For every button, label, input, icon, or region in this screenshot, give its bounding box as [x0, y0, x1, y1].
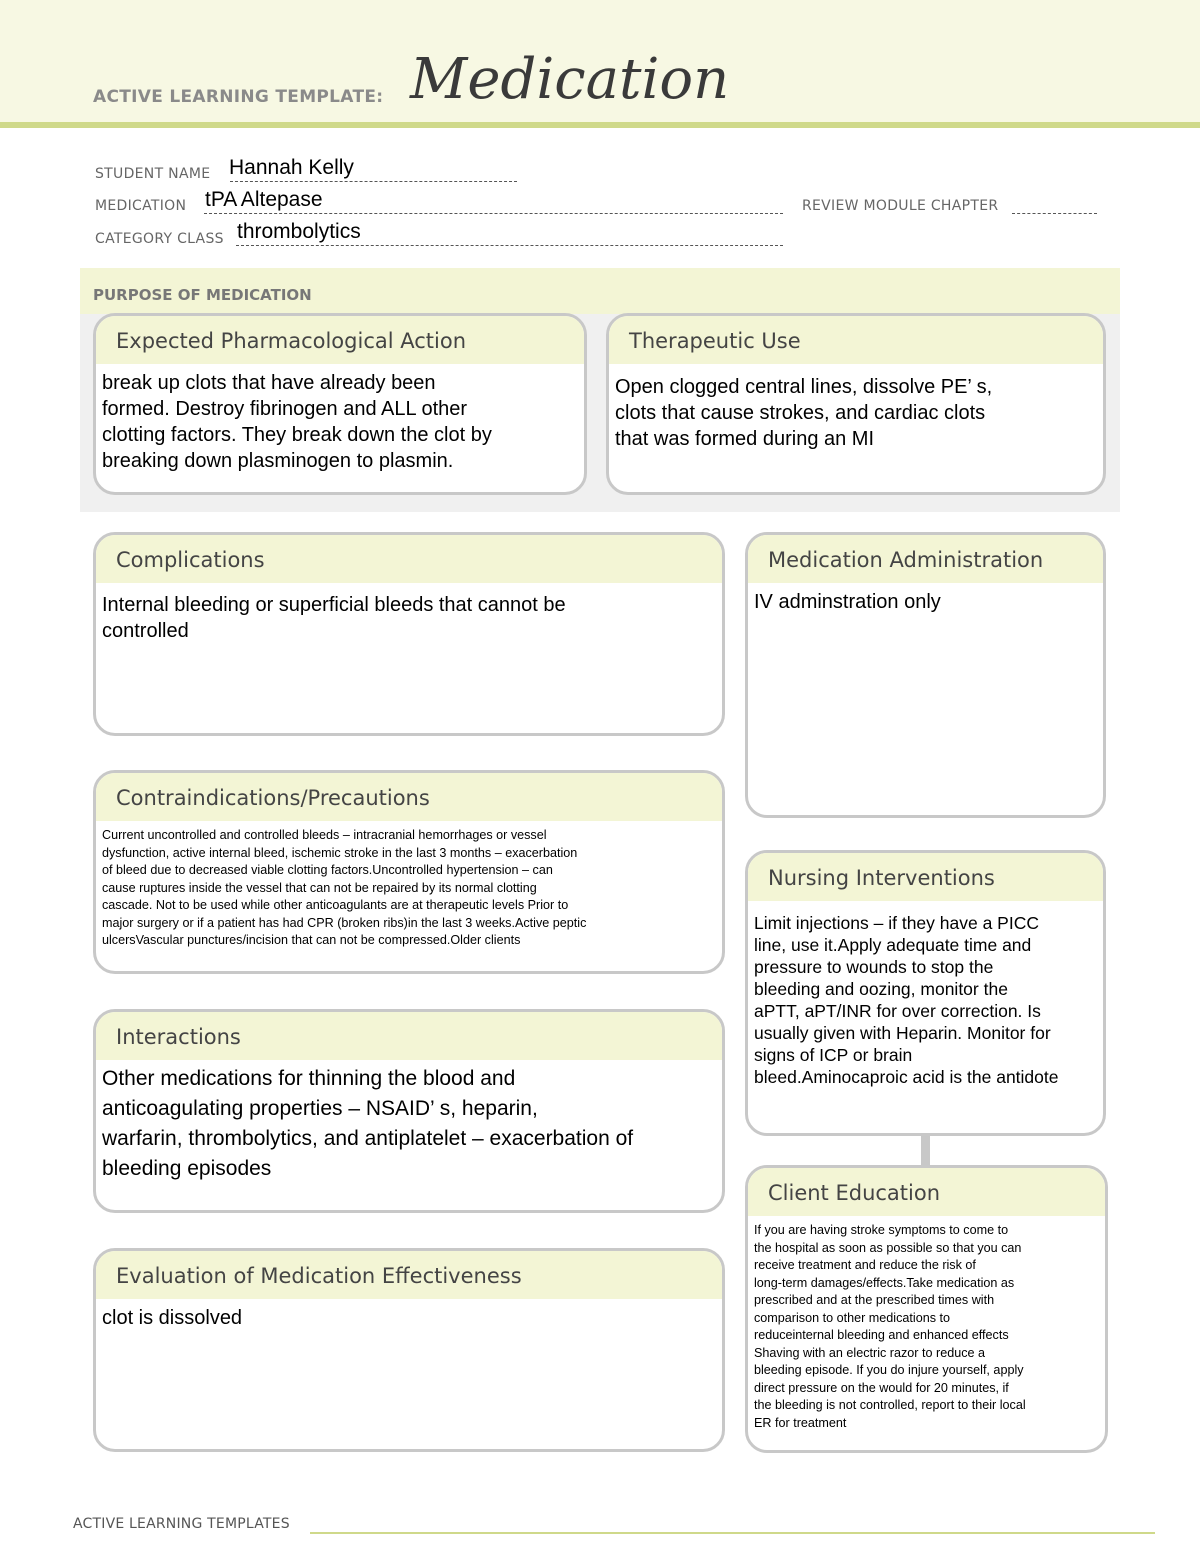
box-connector	[921, 1135, 930, 1167]
administration-title: Medication Administration	[748, 535, 1103, 583]
complications-title: Complications	[96, 535, 722, 583]
page-title: Medication	[410, 47, 730, 112]
student-name-field[interactable]: Hannah Kelly	[229, 156, 354, 179]
category-class-label: CATEGORY CLASS	[95, 231, 224, 247]
medication-field[interactable]: tPA Altepase	[205, 188, 323, 211]
contraindications-title: Contraindications/Precautions	[96, 773, 722, 821]
interactions-text[interactable]: Other medications for thinning the blood and anticoagulating properties – NSAID’ s, heparin, warfarin, thrombolytics, and antiplatelet – exacerbation of bleeding episodes	[102, 1067, 634, 1180]
student-name-line	[230, 181, 517, 182]
nursing-title: Nursing Interventions	[748, 853, 1103, 901]
category-class-field[interactable]: thrombolytics	[237, 220, 361, 243]
evaluation-title: Evaluation of Medication Effectiveness	[96, 1251, 722, 1299]
medication-label: MEDICATION	[95, 198, 187, 214]
evaluation-text[interactable]: clot is dissolved	[102, 1307, 243, 1329]
interactions-title: Interactions	[96, 1012, 722, 1060]
complications-text[interactable]: Internal bleeding or superficial bleeds that cannot be controlled	[102, 594, 566, 642]
complications-box	[93, 532, 725, 736]
therapeutic-use-text[interactable]: Open clogged central lines, dissolve PE’ s, clots that cause strokes, and cardiac clots that was formed during an MI	[615, 376, 993, 450]
education-text[interactable]: If you are having stroke symptoms to come to the hospital as soon as possible so that you can receive treatment and reduce the risk of long-term damages/effects.Take medication as prescribed and at the prescribed times with comparison to other medications to reduceinternal bleeding and enhanced effects Shaving with an electric razor to reduce a bleeding episode. If you do injure yourself, apply direct pressure on the would for 20 minutes, if the bleeding is not controlled, report to their local ER for treatment	[754, 1223, 1026, 1430]
template-label: ACTIVE LEARNING TEMPLATE:	[93, 87, 384, 107]
administration-text[interactable]: IV adminstration only	[754, 591, 941, 613]
nursing-text[interactable]: Limit injections – if they have a PICC line, use it.Apply adequate time and pressure to wounds to stop the bleeding and oozing, monitor the aPTT, aPT/INR for over correction. Is usually given with Heparin. Monitor for signs of ICP or brain bleed.Aminocaproic acid is the antidote	[754, 913, 1059, 1087]
review-module-label: REVIEW MODULE CHAPTER	[802, 198, 999, 214]
expected-action-box	[93, 313, 587, 495]
nursing-box	[745, 850, 1106, 1136]
education-box	[745, 1165, 1108, 1453]
review-module-line	[1012, 213, 1097, 214]
header-rule	[0, 122, 1200, 128]
category-class-line	[236, 245, 783, 246]
purpose-label: PURPOSE OF MEDICATION	[93, 286, 312, 304]
therapeutic-use-title: Therapeutic Use	[609, 316, 1103, 364]
administration-box	[745, 532, 1106, 818]
therapeutic-use-box	[606, 313, 1106, 495]
expected-action-text[interactable]: break up clots that have already been formed. Destroy fibrinogen and ALL other clotting factors. They break down the clot by breaking down plasminogen to plasmin.	[102, 372, 492, 472]
evaluation-box	[93, 1248, 725, 1452]
student-name-label: STUDENT NAME	[95, 166, 211, 182]
footer-text: ACTIVE LEARNING TEMPLATES	[73, 1516, 290, 1532]
contraindications-text[interactable]: Current uncontrolled and controlled bleeds – intracranial hemorrhages or vessel dysfunction, active internal bleed, ischemic stroke in the last 3 months – exacerbation of bleed due to decreased viable clotting factors.Uncontrolled hypertension – can cause ruptures inside the vessel that can not be repaired by its normal clotting cascade. Not to be used while other anticoagulants are at therapeutic levels Prior to major surgery or if a patient has had CPR (broken ribs)in the last 3 weeks.Active peptic ulcersVascular punctures/incision that can not be compressed.Older clients	[102, 828, 587, 947]
interactions-box	[93, 1009, 725, 1213]
medication-line	[204, 213, 783, 214]
education-title: Client Education	[748, 1168, 1105, 1216]
footer-rule	[310, 1532, 1155, 1534]
contraindications-box	[93, 770, 725, 974]
expected-action-title: Expected Pharmacological Action	[96, 316, 584, 364]
